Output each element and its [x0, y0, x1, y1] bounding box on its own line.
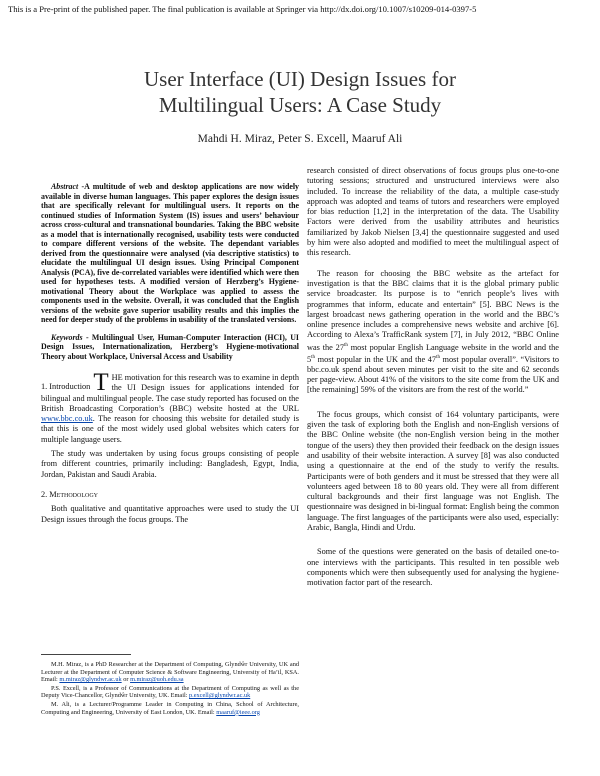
- right-p2-c: most popular in the UK and the 47: [315, 354, 437, 364]
- intro-paragraph-2: The study was undertaken by using focus groups consisting of people from different countries, primarily including: Bangladesh, Egypt, India, Jordan, Pakistan and Saudi Arabia.: [41, 449, 299, 479]
- footnote-divider: [41, 654, 131, 655]
- sup-27th: th: [343, 342, 348, 348]
- intro-paragraph-1a: HE motivation for this research was to examine in depth the UI Design issues for applications intended for bilingual and multilingual people. The case study reported has focused on the British Broadcasting Corporation’s (BBC) website hosted at the URL: [41, 373, 299, 413]
- footnote-miraz-text: M.H. Miraz, is a PhD Researcher at the Department of Computing, Glyndŵr University, UK and Lecturer at the Department of Computer Science & Software Engineering, University of Ha’il, KSA. Email:: [41, 661, 299, 684]
- sup-5th: th: [311, 354, 316, 360]
- preprint-notice: This is a Pre-print of the published paper. The final publication is available at Springer via http://dx.doi.org/10.1007/s10209-014-0397-5: [8, 4, 477, 14]
- abstract-label: Abstract: [51, 182, 79, 191]
- footnote-excell: [41, 685, 299, 700]
- title-line-2: Multilingual Users: A Case Study: [158, 93, 442, 117]
- ali-email[interactable]: maaruf@ieee.org: [216, 708, 260, 716]
- sup-47th: th: [436, 354, 440, 360]
- bbc-link[interactable]: www.bbc.co.uk: [41, 414, 93, 424]
- introduction-section: [41, 369, 299, 445]
- right-paragraph-1: research consisted of direct observations of focus groups plus one-to-one tutoring sessions; structured and unstructured interviews were also included. To increase the reliability of the data, a multiple case-study approach was adopted and teams of tutors and researchers were employed for bias reduction [1,2] in the interpretation of the data. The Usability Factors were derived from the usability attributes and heuristics familiarized by Jakob Nielsen [3,4] the questionnaire suggested and used by him were also adopted and modified to meet the multilingual aspect of this research.: [307, 166, 559, 258]
- footnote-miraz: [41, 661, 299, 684]
- right-column: [307, 166, 559, 597]
- methodology-paragraph: Both qualitative and quantitative approaches were used to study the UI Design issues through the focus groups. The: [41, 504, 299, 524]
- intro-dropcap: T: [93, 369, 109, 396]
- methodology-number: 2.: [41, 489, 50, 499]
- right-p2-b: most popular English Language website in the world and the 5: [307, 342, 559, 364]
- miraz-email-1[interactable]: m.miraz@glyndwr.ac.uk: [59, 676, 122, 684]
- keywords: [41, 333, 299, 362]
- left-column: [41, 182, 299, 533]
- footnote-ali: [41, 701, 299, 716]
- footnote-or: or: [121, 676, 131, 684]
- right-paragraph-4: Some of the questions were generated on the basis of detailed one-to-one interviews with the participants. This resulted in ten possible web components which were then subsequently used for analysing the hygiene-motivation factor part of the research.: [307, 547, 559, 588]
- footnote-ali-text: M. Ali, is a Lecturer/Programme Leader in Computing in China, School of Architecture, Computing and Engineering, University of East London, UK. Email:: [41, 700, 299, 716]
- intro-paragraph-1b: . The reason for choosing this website for detailed study is that this is one of the most widely used global websites which caters for multiple language users.: [41, 414, 299, 444]
- miraz-email-2[interactable]: m.miraz@uoh.edu.sa: [130, 676, 184, 684]
- paper-title: [60, 66, 540, 118]
- keywords-label: Keywords: [51, 332, 83, 342]
- authors: Mahdi H. Miraz, Peter S. Excell, Maaruf Ali: [197, 133, 403, 145]
- right-p2-a: The reason for choosing the BBC website as the artefact for investigation is that the BBC claims that it is the global primary public service broadcaster. Its purpose is to “enrich people’s lives with programmes that inform, educate and entertain” [5]. BBC News is the largest broadcast news gathering operation in the world and the BBC’s online presence includes a comprehensive news website and archive [6]. According to Alexa’s TrafficRank system [7], in July 2012, “BBC Online was the 27: [307, 268, 559, 352]
- intro-heading: 1. Introduction: [41, 382, 91, 391]
- abstract: [41, 182, 299, 325]
- right-paragraph-2: [307, 269, 559, 396]
- footnotes: [41, 654, 299, 717]
- title-line-1: User Interface (UI) Design Issues for: [144, 67, 456, 91]
- excell-email[interactable]: p.excell@glyndwr.ac.uk: [189, 692, 251, 700]
- footnote-excell-text: P.S. Excell, is a Professor of Communications at the Department of Computing as well as the Deputy Vice-Chancellor, Glyndŵr University, UK. Email:: [41, 684, 299, 700]
- methodology-title: Methodology: [49, 489, 99, 499]
- right-paragraph-3: The focus groups, which consist of 164 voluntary participants, were given the task of exploring both the English and non-English versions of the BBC Online website (the non-English version being in the mother tongue of the users) they then provided their feedback on the design issues and usability of their website interaction. A survey [8] was also conducted using a questionnaire at the end of the study to verify the results. Participants were of both genders and it must be stressed that they were all volunteers aged between 18 to 80 years old. They were all from different cultural backgrounds and their first language was not English. The questionnaire was designed in bi-lingual format: English being the common language. The first languages of the participants were also used, especially: Arabic, Bangla, Hindi and Urdu.: [307, 409, 559, 533]
- methodology-heading: [41, 490, 299, 500]
- keywords-text: - Multilingual User, Human-Computer Interaction (HCI), UI Design Issues, Internationalization, Herzberg’s Hygiene-motivational Theory about Workplace, Universal Access and Usability: [41, 332, 299, 361]
- right-p2-d: most popular overall”. “Visitors to bbc.co.uk spend about seven minutes per visit to the site and 62 seconds per page-view. About 41% of the visitors to the site come from the UK and [the remaining] 59% of the visitors are from the rest of the world.”: [307, 354, 560, 395]
- abstract-text: -A multitude of web and desktop applications are now widely available in diverse human languages. This paper explores the design issues that are specifically relevant for multilingual users. It reports on the continued studies of Information System (IS) issues and users’ behaviour across cross-cultural and transnational boundaries. Taking the BBC website as a model that is internationally recognised, usability tests were conducted to compare different versions of the website. The dependant variables derived from the questionnaire were analysed (via descriptive statistics) to elucidate the multilingual UI design issues. Using Principal Component Analysis (PCA), five de-correlated variables were identified which were then used for hypotheses tests. A modified version of Herzberg’s Hygiene-motivational Theory about the Workplace was applied to assess the components used in the website. Overall, it was concluded that the English versions of the website gave superior usability results and this implies the need for deeper study of the problems in usability of the translated versions.: [41, 182, 299, 324]
